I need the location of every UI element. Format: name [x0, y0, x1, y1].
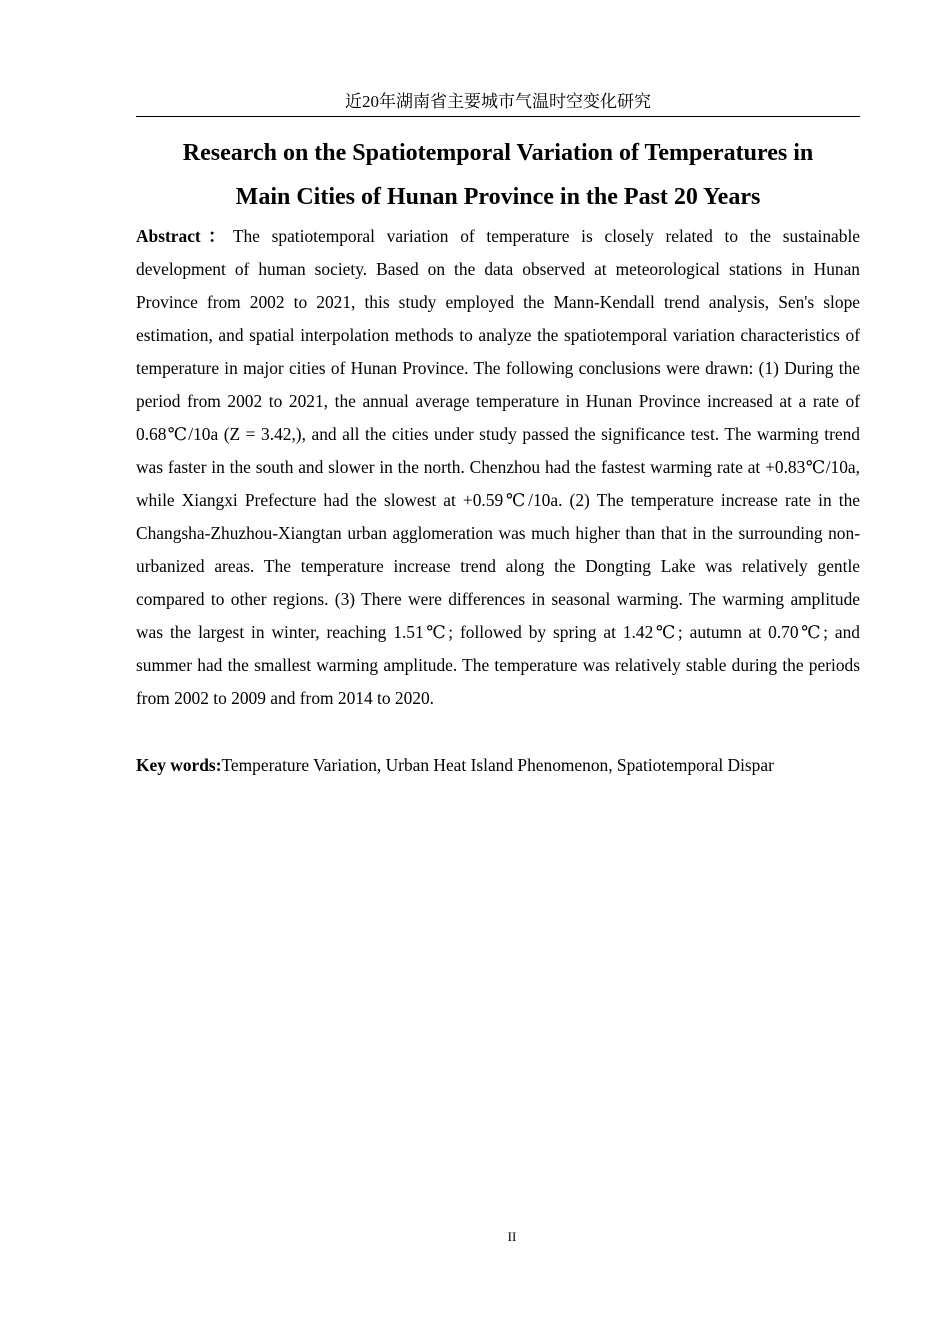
keywords-label: Key words:: [136, 755, 222, 775]
abstract-text: The spatiotemporal variation of temperature is closely related to the sustainable development of human society. Based on the data observed at meteorological stations in Hunan Province from 2002 to 2021, this study employed the Mann-Kendall trend analysis, Sen's slope estimation, and spatial interpolation methods to analyze the spatiotemporal variation characteristics of temperature in major cities of Hunan Province. The following conclusions were drawn: (1) During the period from 2002 to 2021, the annual average temperature in Hunan Province increased at a rate of 0.68℃/10a (Z = 3.42,), and all the cities under study passed the significance test. The warming trend was faster in the south and slower in the north. Chenzhou had the fastest warming rate at +0.83℃/10a, while Xiangxi Prefecture had the slowest at +0.59℃/10a. (2) The temperature increase rate in the Changsha-Zhuzhou-Xiangtan urban agglomeration was much higher than that in the surrounding non-urbanized areas. The temperature increase trend along the Dongting Lake was relatively gentle compared to other regions. (3) There were differences in seasonal warming. The warming amplitude was the largest in winter, reaching 1.51℃; followed by spring at 1.42℃; autumn at 0.70℃; and summer had the smallest warming amplitude. The temperature was relatively stable during the periods from 2002 to 2009 and from 2014 to 2020.: [136, 226, 860, 708]
paper-title: [136, 131, 860, 219]
abstract-label: Abstract：: [136, 226, 233, 246]
keywords-line: [136, 749, 896, 782]
abstract-paragraph: [136, 220, 860, 715]
paper-title-line-2: Main Cities of Hunan Province in the Past 20 Years: [235, 184, 761, 210]
page-number: II: [507, 1229, 517, 1244]
paper-title-line-1: Research on the Spatiotemporal Variation of Temperatures in: [182, 140, 814, 166]
keywords-text: Temperature Variation, Urban Heat Island Phenomenon, Spatiotemporal Dispar: [221, 755, 774, 775]
running-header: 近20年湖南省主要城市气温时空变化研究: [136, 90, 860, 117]
